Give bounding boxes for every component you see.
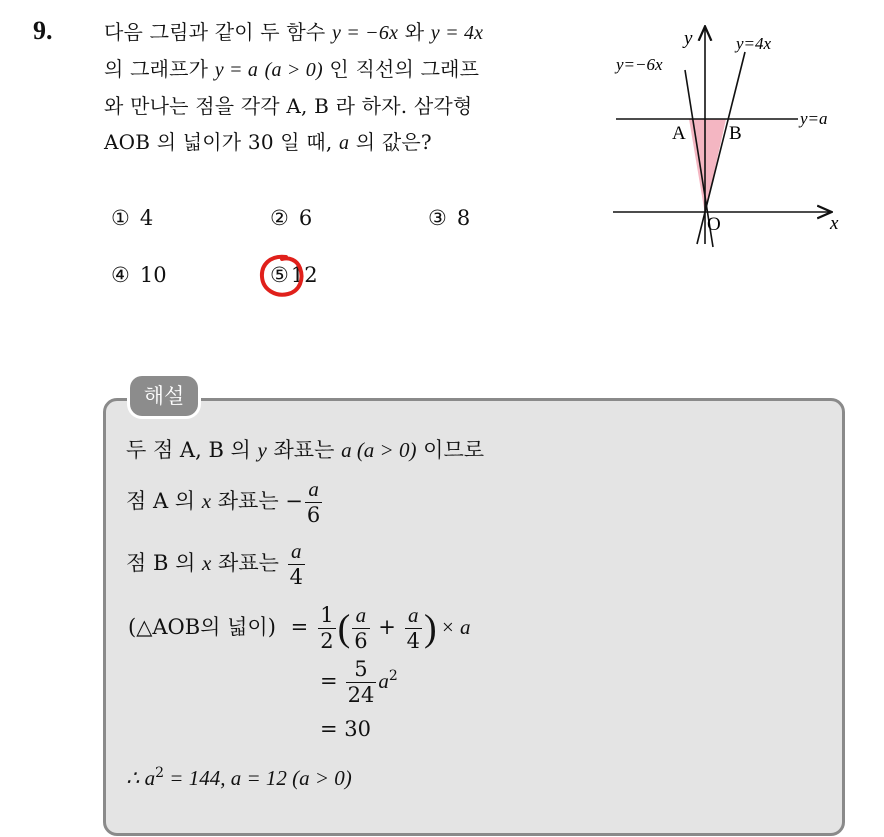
choice-marker: ③	[428, 206, 447, 230]
question-text-part: 와	[398, 20, 431, 44]
solution-line-2	[126, 478, 324, 527]
choice-value: 10	[139, 263, 167, 287]
denominator: 6	[306, 503, 321, 528]
solution-text: 점 B 의	[126, 551, 203, 576]
denominator: 2	[320, 629, 334, 654]
area-expression: (△AOB의 넓이)	[128, 615, 276, 640]
condition: (a > 0)	[264, 59, 323, 81]
plus-sign: +	[378, 615, 396, 640]
question-text-part: AOB 의 넓이가 30 일 때,	[104, 130, 340, 154]
solution-var: x	[201, 489, 212, 514]
solution-line-5	[320, 658, 398, 707]
final-answer: = 144, a = 12 (a > 0)	[164, 766, 352, 790]
numerator: a	[355, 603, 367, 627]
origin-label: O	[707, 214, 721, 235]
solution-line-4	[128, 604, 471, 653]
left-paren: (	[337, 607, 351, 650]
solution-text: 이므로	[416, 438, 485, 462]
numerator: 5	[354, 657, 368, 681]
solution-line-1	[126, 434, 484, 464]
question-line-1	[104, 14, 589, 51]
exponent: 2	[388, 668, 398, 685]
therefore-a: ∴ a	[126, 766, 156, 790]
solution-var: a (a > 0)	[341, 438, 417, 462]
choice-marker: ②	[270, 206, 289, 230]
denominator: 4	[406, 629, 420, 654]
question-number: 9.	[33, 16, 53, 45]
times-a: × a	[440, 615, 471, 640]
line-a-label: y=a	[800, 109, 828, 128]
choice-marker: ④	[111, 263, 130, 287]
choice-value: 12	[290, 263, 318, 287]
solution-text: 좌표는	[211, 551, 286, 576]
equals-sign: =	[290, 615, 309, 640]
line-neg6x-label: y=−6x	[616, 55, 663, 74]
solution-text: 좌표는 −	[211, 489, 303, 514]
y-axis-label: y	[684, 28, 693, 49]
variable-a: a	[339, 132, 350, 154]
question-line-3: 와 만나는 점을 각각 A, B 라 하자. 삼각형	[104, 94, 473, 118]
solution-text: 좌표는	[266, 438, 342, 462]
numerator: a	[291, 539, 302, 563]
question-line-2	[104, 51, 589, 88]
choice-value: 6	[298, 206, 313, 230]
exponent: 2	[155, 765, 165, 781]
question-text-part: 다음 그림과 같이 두 함수	[104, 20, 332, 44]
fraction	[318, 604, 335, 653]
solution-text: 점 A 의	[126, 489, 202, 514]
question-line-4	[104, 124, 589, 161]
choice-marker: ①	[111, 206, 130, 230]
solution-var: a	[378, 669, 389, 694]
choice-2[interactable]	[270, 206, 312, 230]
solution-line-3	[126, 540, 307, 589]
horizontal-line-eq: y = a	[214, 59, 259, 81]
line-4x-label: y=4x	[736, 34, 772, 53]
equals-sign: =	[320, 669, 338, 694]
fraction	[352, 604, 369, 653]
numerator: 1	[320, 603, 334, 627]
function-2: y = 4x	[430, 22, 484, 44]
choice-3[interactable]	[428, 206, 470, 230]
solution-line-6: = 30	[320, 717, 371, 741]
numerator: a	[308, 477, 319, 501]
numerator: a	[408, 603, 419, 627]
x-axis-label: x	[830, 213, 839, 234]
point-a-label: A	[672, 123, 686, 144]
graph-figure	[608, 22, 858, 252]
question-text-part: 인 직선의 그래프	[322, 57, 480, 81]
question-text-part: 의 그래프가	[104, 57, 215, 81]
choice-marker: ⑤	[270, 263, 289, 287]
solution-text: 두 점 A, B 의	[126, 438, 258, 462]
fraction	[405, 604, 422, 653]
solution-tag: 해설	[130, 376, 198, 416]
choice-value: 8	[456, 206, 471, 230]
solution-var: x	[202, 551, 212, 576]
right-paren: )	[423, 607, 437, 650]
fraction	[305, 478, 322, 527]
point-b-label: B	[729, 123, 742, 144]
fraction	[288, 540, 305, 589]
solution-line-7	[126, 765, 352, 791]
denominator: 24	[347, 683, 375, 708]
question-text-part: 의 값은?	[349, 130, 432, 154]
answer-circle-icon	[256, 251, 310, 301]
denominator: 4	[289, 565, 303, 590]
fraction	[346, 658, 377, 707]
choice-value: 4	[139, 206, 154, 230]
question-text	[104, 14, 589, 161]
choice-1[interactable]	[111, 206, 153, 230]
solution-var: y	[257, 438, 267, 462]
denominator: 6	[354, 629, 368, 654]
choice-4[interactable]	[111, 263, 167, 287]
function-1: y = −6x	[332, 22, 399, 44]
